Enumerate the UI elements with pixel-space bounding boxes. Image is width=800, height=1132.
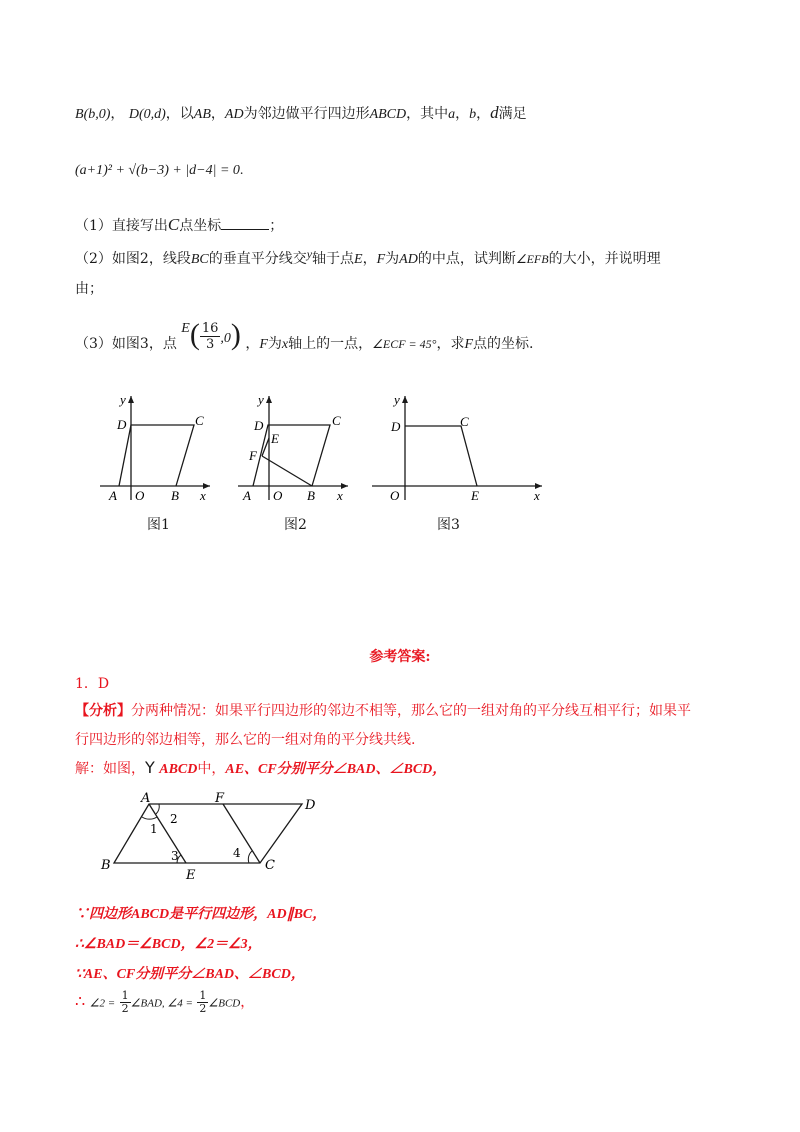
caption-figure-2: 图2	[284, 517, 307, 533]
label-E: E	[271, 431, 279, 446]
q3-prefix: （3）如图3，点	[75, 336, 177, 352]
text: ，	[362, 251, 377, 267]
frac-num: 1	[199, 989, 207, 1002]
point-B-coords: (b,0)	[83, 107, 111, 122]
seg-AD: AD	[399, 252, 418, 267]
answer-blank	[221, 217, 269, 230]
text: 轴于点	[312, 251, 355, 267]
var-d: d	[490, 103, 499, 122]
answer-heading: 参考答案:	[369, 649, 431, 665]
text: 为	[385, 251, 400, 267]
paren-close: )	[230, 318, 241, 351]
sep: ，	[110, 106, 125, 122]
sep: ，	[476, 106, 491, 122]
point-C: C	[167, 215, 180, 234]
q1-end: ；	[269, 218, 284, 234]
caption-figure-3: 图3	[437, 517, 460, 533]
label-A: A	[141, 791, 151, 806]
solution-abcd: ABCD	[159, 762, 198, 777]
angle-label-2: 2	[170, 812, 178, 826]
question-2	[75, 247, 661, 268]
seg-AB: AB	[193, 107, 211, 122]
var-a: a	[448, 107, 456, 122]
label-y: y	[258, 392, 264, 407]
label-B: B	[171, 488, 179, 503]
label-C: C	[460, 414, 469, 429]
fraction-half-1	[120, 990, 131, 1015]
text: 满足	[498, 106, 527, 122]
angle-label-1: 1	[150, 822, 158, 836]
frac-den: 2	[199, 1002, 207, 1015]
question-2-cont	[75, 278, 103, 298]
solution-line	[75, 758, 446, 778]
text: 的中点，试判断	[417, 251, 516, 267]
point-F: F	[376, 252, 386, 267]
label-C: C	[195, 413, 204, 428]
q1-suffix: 点坐标	[179, 218, 222, 234]
label-x: x	[534, 488, 540, 503]
axis-x: x	[281, 337, 289, 352]
q1-prefix: （1）直接写出	[75, 218, 168, 234]
label-x: x	[337, 488, 343, 503]
coord-zero: ,0	[220, 331, 231, 346]
seg-AD: AD	[224, 107, 244, 122]
label-E: E	[186, 868, 196, 883]
step-4-a2: ∠2 =	[89, 997, 116, 1010]
point-E: E	[181, 321, 190, 336]
equation-end: .	[239, 163, 244, 178]
label-x: x	[200, 488, 206, 503]
step-4-bad: ∠BAD, ∠4 =	[130, 997, 193, 1010]
label-y: y	[394, 392, 400, 407]
label-B: B	[101, 858, 111, 873]
step-1-text: ∵四边形ABCD是平行四边形，AD∥BC，	[75, 907, 327, 922]
label-D: D	[254, 418, 264, 433]
step-3-text: ∵AE、CF分别平分∠BAD、∠BCD，	[75, 967, 305, 982]
step-1	[75, 903, 326, 923]
fraction-16-3	[200, 321, 221, 352]
solution-rest: AE、CF分别平分∠BAD、∠BCD，	[225, 762, 447, 777]
equation-text: (a+1)² + √(b−3) + |d−4| = 0	[75, 163, 240, 178]
label-D: D	[391, 419, 401, 434]
point-F: F	[259, 337, 268, 352]
shape-ABCD: ABCD	[369, 107, 407, 122]
therefore-symbol: ∴	[75, 991, 86, 1011]
step-3	[75, 963, 305, 983]
frac-num: 16	[201, 320, 219, 336]
sep: ，	[455, 106, 470, 122]
figure-1	[95, 390, 225, 505]
analysis-tag: 【分析】	[75, 703, 131, 719]
solution-prefix: 解：如图，	[75, 761, 145, 777]
frac-den: 2	[121, 1002, 129, 1015]
label-C: C	[265, 858, 275, 873]
frac-num: 1	[121, 989, 129, 1002]
question-1	[75, 215, 283, 235]
seg-BC: BC	[190, 252, 209, 267]
step-4-end: ，	[240, 994, 255, 1011]
parallelogram-symbol: Y	[145, 758, 155, 777]
point-F: F	[464, 337, 474, 352]
text: ，其中	[406, 106, 449, 122]
paren-open: (	[189, 318, 200, 351]
point-B: B	[75, 107, 84, 122]
angle-ECF: ∠ECF = 45°	[372, 337, 437, 351]
var-b: b	[469, 107, 477, 122]
label-A: A	[109, 488, 117, 503]
step-2	[75, 933, 262, 953]
problem-line-1	[75, 103, 527, 123]
q2-cont: 由；	[75, 281, 103, 297]
step-4-bcd: ∠BCD	[208, 997, 241, 1010]
answer-figure	[97, 790, 327, 885]
step-2-text: ∴∠BAD＝∠BCD，∠2＝∠3，	[75, 937, 262, 952]
analysis-line-1	[75, 700, 691, 720]
label-F: F	[249, 448, 257, 463]
label-E: E	[471, 488, 479, 503]
frac-den: 3	[205, 336, 215, 352]
label-D: D	[117, 417, 127, 432]
angle-label-4: 4	[233, 846, 241, 860]
fraction-half-2	[197, 990, 208, 1015]
point-D-coords: (0,d)	[138, 107, 166, 122]
label-O: O	[135, 488, 145, 503]
figure-2	[235, 390, 365, 505]
solution-mid: 中，	[197, 761, 226, 777]
text: 为	[267, 336, 282, 352]
analysis-text-1: 分两种情况：如果平行四边形的邻边不相等，那么它的一组对角的平分线互相平行；如果平	[131, 703, 691, 719]
text: 的大小，并说明理	[548, 251, 661, 267]
label-y: y	[120, 392, 126, 407]
text: 点的坐标.	[473, 336, 534, 352]
text: 为邻边做平行四边形	[243, 106, 370, 122]
label-O: O	[273, 488, 283, 503]
sep: ，	[210, 106, 225, 122]
label-O: O	[390, 488, 400, 503]
angle-label-3: 3	[171, 849, 179, 863]
text: 轴上的一点，	[288, 336, 373, 352]
text: ，求	[436, 336, 465, 352]
label-D: D	[305, 798, 316, 813]
label-A: A	[243, 488, 251, 503]
figure-3	[370, 390, 550, 505]
text: ，	[245, 336, 260, 352]
question-3	[75, 318, 533, 353]
label-F: F	[215, 791, 225, 806]
text: ，以	[165, 106, 194, 122]
answer-item: 1．D	[75, 676, 110, 692]
axis-y: y	[306, 247, 313, 261]
point-D: D	[128, 107, 139, 122]
caption-figure-1: 图1	[147, 517, 170, 533]
q2-prefix: （2）如图2，线段	[75, 251, 191, 267]
equation	[75, 163, 243, 179]
angle-EFB: ∠EFB	[515, 252, 549, 266]
label-B: B	[307, 488, 315, 503]
label-C: C	[332, 413, 341, 428]
text: 的垂直平分线交	[208, 251, 307, 267]
step-4	[75, 990, 254, 1015]
analysis-line-2: 行四边形的邻边相等，那么它的一组对角的平分线共线.	[75, 732, 416, 748]
point-E: E	[354, 252, 363, 267]
